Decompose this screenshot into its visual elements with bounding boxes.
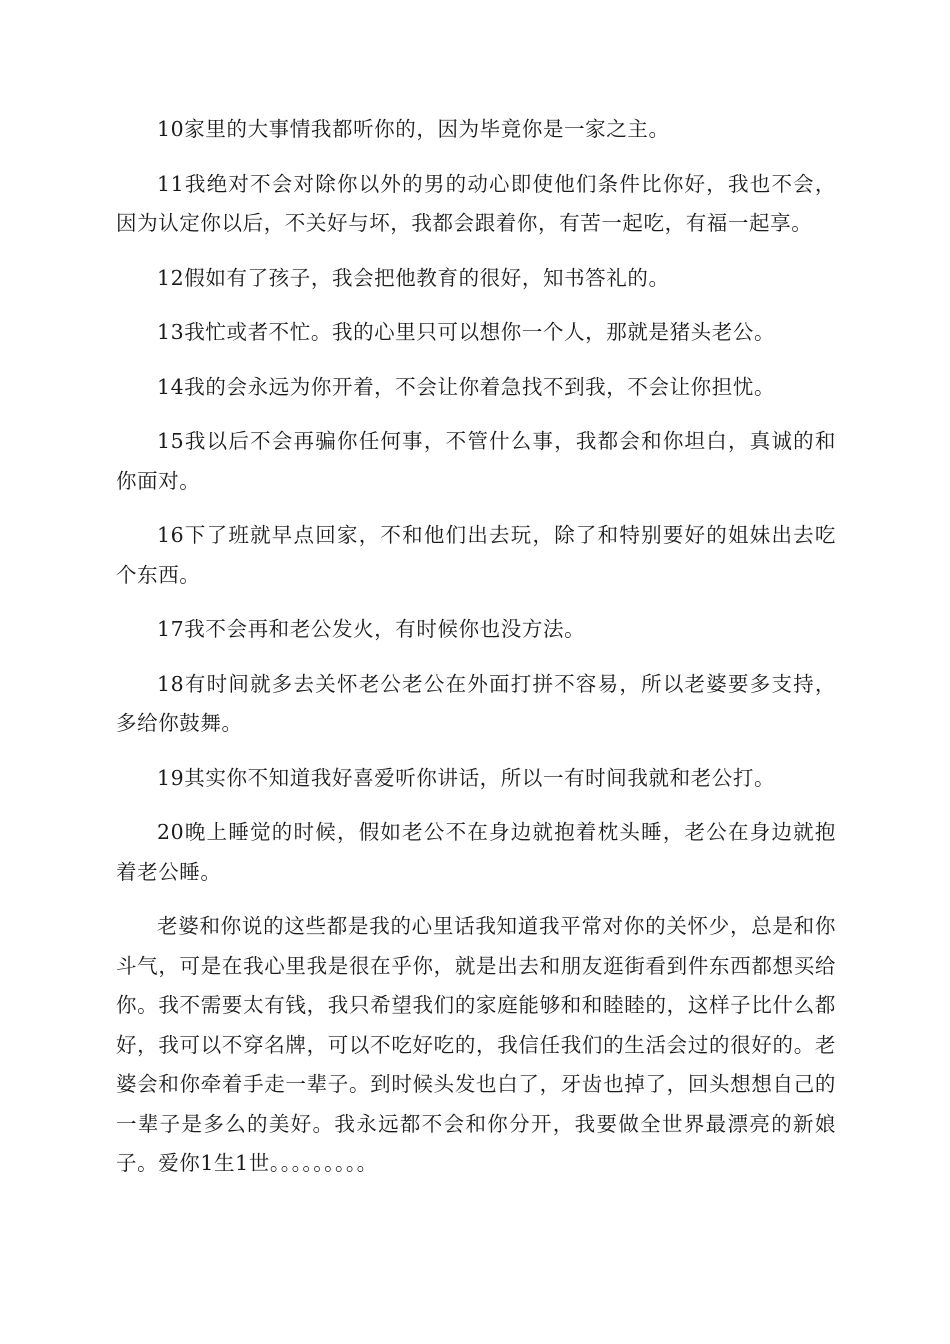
paragraph-16: 16下了班就早点回家，不和他们出去玩，除了和特别要好的姐妹出去吃个东西。 bbox=[116, 523, 836, 587]
paragraph-12: 12假如有了孩子，我会把他教育的很好，知书答礼的。 bbox=[157, 265, 670, 290]
paragraph-10: 10家里的大事情我都听你的，因为毕竟你是一家之主。 bbox=[157, 117, 670, 141]
paragraph-20: 20晚上睡觉的时候，假如老公不在身边就抱着枕头睡，老公在身边就抱着老公睡。 bbox=[116, 820, 836, 884]
closing-paragraph: 老婆和你说的这些都是我的心里话我知道我平常对你的关怀少，总是和你斗气，可是在我心里我是很在乎你，就是出去和朋友逛街看到件东西都想买给你。我不需要太有钱，我只希望我们的家庭能够和和睦睦的，这样子比什么都好，我可以不穿名牌，可以不吃好吃的，我信任我们的生活会过的很好的。老婆会和你牵着手走一辈子。到时候头发也白了，牙齿也掉了，回头想想自己的一辈子是多么的美好。我永远都不会和你分开，我要做全世界最漂亮的新娘子。爱你1生1世。。。。。。。。。 bbox=[116, 914, 836, 1175]
paragraph-14: 14我的会永远为你开着，不会让你着急找不到我，不会让你担忧。 bbox=[157, 374, 776, 399]
paragraph-18: 18有时间就多去关怀老公老公在外面打拼不容易，所以老婆要多支持，多给你鼓舞。 bbox=[116, 671, 836, 735]
paragraph-19: 19其实你不知道我好喜爱听你讲话，所以一有时间我就和老公打。 bbox=[157, 765, 776, 790]
document-body bbox=[116, 110, 836, 1199]
paragraph-11: 11我绝对不会对除你以外的男的动心即使他们条件比你好，我也不会，因为认定你以后，不关好与坏，我都会跟着你，有苦一起吃，有福一起享。 bbox=[116, 171, 836, 235]
paragraph-13: 13我忙或者不忙。我的心里只可以想你一个人，那就是猪头老公。 bbox=[157, 320, 776, 344]
paragraph-15: 15我以后不会再骗你任何事，不管什么事，我都会和你坦白，真诚的和你面对。 bbox=[116, 429, 836, 493]
paragraph-17: 17我不会再和老公发火，有时候你也没方法。 bbox=[157, 617, 586, 641]
